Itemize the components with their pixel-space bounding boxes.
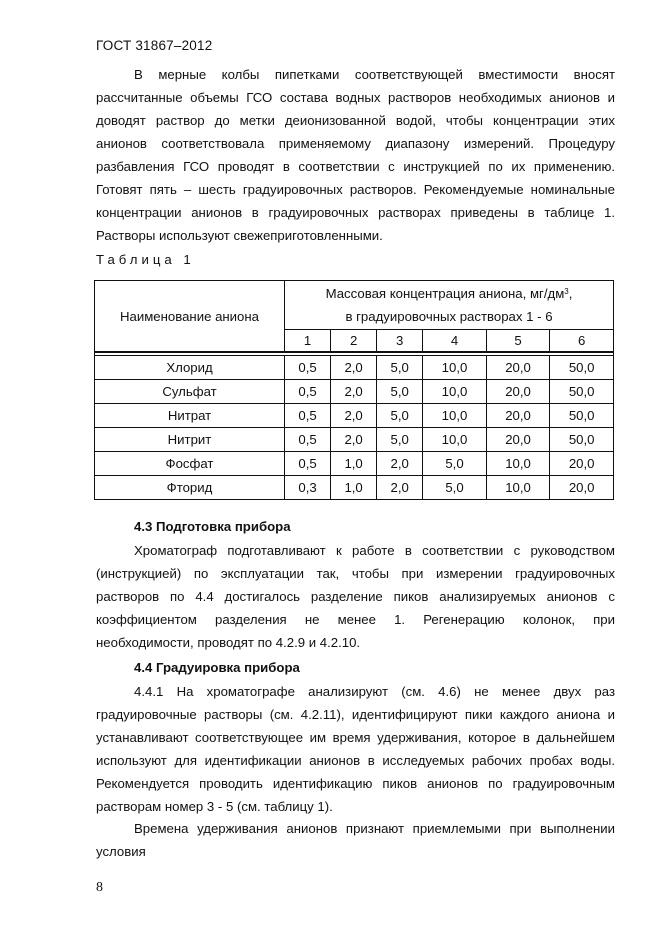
anion-name: Нитрат bbox=[95, 404, 285, 428]
table-cell: 0,5 bbox=[285, 404, 331, 428]
table-cell: 10,0 bbox=[486, 476, 550, 500]
standard-header: ГОСТ 31867–2012 bbox=[96, 38, 213, 53]
table-cell: 10,0 bbox=[423, 428, 487, 452]
paragraph-4-3: Хроматограф подготавливают к работе в соответствии с руководством (инструкцией) по эксплуатации так, чтобы при измерении градуировочных растворов по 4.4 достигалось разделение пиков анализируемых анионов с коэффициентом разделения не менее 1. Регенерацию колонок, при необходимости, проводят по 4.2.9 и 4.2.10. bbox=[96, 543, 615, 650]
table-cell: 20,0 bbox=[486, 428, 550, 452]
table-cell: 5,0 bbox=[377, 356, 423, 380]
table-cell: 20,0 bbox=[486, 404, 550, 428]
anion-name: Хлорид bbox=[95, 356, 285, 380]
anion-name: Фторид bbox=[95, 476, 285, 500]
table-row bbox=[95, 476, 614, 500]
table-row bbox=[95, 428, 614, 452]
column-header: 4 bbox=[423, 330, 487, 353]
table-cell: 2,0 bbox=[331, 356, 377, 380]
table-cell: 0,5 bbox=[285, 452, 331, 476]
section-heading-4-3: 4.3 Подготовка прибора bbox=[134, 519, 291, 534]
column-header: 2 bbox=[331, 330, 377, 353]
table-cell: 5,0 bbox=[377, 380, 423, 404]
table-cell: 2,0 bbox=[377, 476, 423, 500]
table-cell: 2,0 bbox=[377, 452, 423, 476]
table-cell: 50,0 bbox=[550, 380, 614, 404]
table-cell: 10,0 bbox=[486, 452, 550, 476]
table-cell: 20,0 bbox=[550, 452, 614, 476]
anion-name-header: Наименование аниона bbox=[95, 281, 285, 353]
group-header-comma: , bbox=[568, 286, 573, 301]
anion-name: Сульфат bbox=[95, 380, 285, 404]
table-cell: 10,0 bbox=[423, 404, 487, 428]
column-header: 5 bbox=[486, 330, 550, 353]
column-header: 6 bbox=[550, 330, 614, 353]
group-header-superscript: 3 bbox=[564, 287, 569, 296]
table-cell: 5,0 bbox=[377, 428, 423, 452]
concentration-table bbox=[94, 280, 614, 500]
paragraph-preparation: В мерные колбы пипетками соответствующей вместимости вносят рассчитанные объемы ГСО состава водных растворов необходимых анионов и доводят раствор до метки деионизованной водой, чтобы концентрации этих анионов соответствовала применяемому диапазону измерений. Процедуру разбавления ГСО проводят в соответствии с инструкцией по их применению. Готовят пять – шесть градуировочных растворов. Рекомендуемые номинальные концентрации анионов в градуировочных растворах приведены в таблице 1. Растворы используют свежеприготовленными. bbox=[96, 67, 615, 243]
table-cell: 2,0 bbox=[331, 428, 377, 452]
paragraph-4-4-1: 4.4.1 На хроматографе анализируют (см. 4.6) не менее двух раз градуировочные растворы (см. 4.2.11), идентифицируют пики каждого аниона и устанавливают соответствующее им время удерживания, которое в дальнейшем используют для идентификации анионов в исследуемых рабочих пробах воды. Рекомендуется проводить идентификацию пиков анионов по градуировочным растворам номер 3 - 5 (см. таблицу 1). bbox=[96, 684, 615, 814]
table-row bbox=[95, 380, 614, 404]
page-number: 8 bbox=[96, 880, 103, 895]
column-header: 3 bbox=[377, 330, 423, 353]
group-header-line2: в градуировочных растворах 1 - 6 bbox=[345, 309, 553, 324]
table-row bbox=[95, 404, 614, 428]
table-cell: 5,0 bbox=[377, 404, 423, 428]
table-cell: 2,0 bbox=[331, 404, 377, 428]
column-header: 1 bbox=[285, 330, 331, 353]
table-row bbox=[95, 452, 614, 476]
table-cell: 10,0 bbox=[423, 380, 487, 404]
anion-name: Нитрит bbox=[95, 428, 285, 452]
anion-name: Фосфат bbox=[95, 452, 285, 476]
table-cell: 1,0 bbox=[331, 452, 377, 476]
table-cell: 0,3 bbox=[285, 476, 331, 500]
table-cell: 50,0 bbox=[550, 356, 614, 380]
table-cell: 0,5 bbox=[285, 356, 331, 380]
table-cell: 0,5 bbox=[285, 380, 331, 404]
table-cell: 50,0 bbox=[550, 404, 614, 428]
table-cell: 2,0 bbox=[331, 380, 377, 404]
table-cell: 10,0 bbox=[423, 356, 487, 380]
concentration-group-header bbox=[285, 281, 614, 330]
table-row bbox=[95, 356, 614, 380]
table-cell: 50,0 bbox=[550, 428, 614, 452]
paragraph-retention-times: Времена удерживания анионов признают приемлемыми при выполнении условия bbox=[96, 821, 615, 859]
table-cell: 5,0 bbox=[423, 476, 487, 500]
table-cell: 20,0 bbox=[486, 356, 550, 380]
table-caption: Таблица 1 bbox=[96, 252, 195, 267]
table-cell: 0,5 bbox=[285, 428, 331, 452]
table-cell: 20,0 bbox=[550, 476, 614, 500]
section-heading-4-4: 4.4 Градуировка прибора bbox=[134, 660, 300, 675]
table-cell: 5,0 bbox=[423, 452, 487, 476]
table-cell: 20,0 bbox=[486, 380, 550, 404]
table-cell: 1,0 bbox=[331, 476, 377, 500]
group-header-line1: Массовая концентрация аниона, мг/дм bbox=[325, 286, 565, 301]
